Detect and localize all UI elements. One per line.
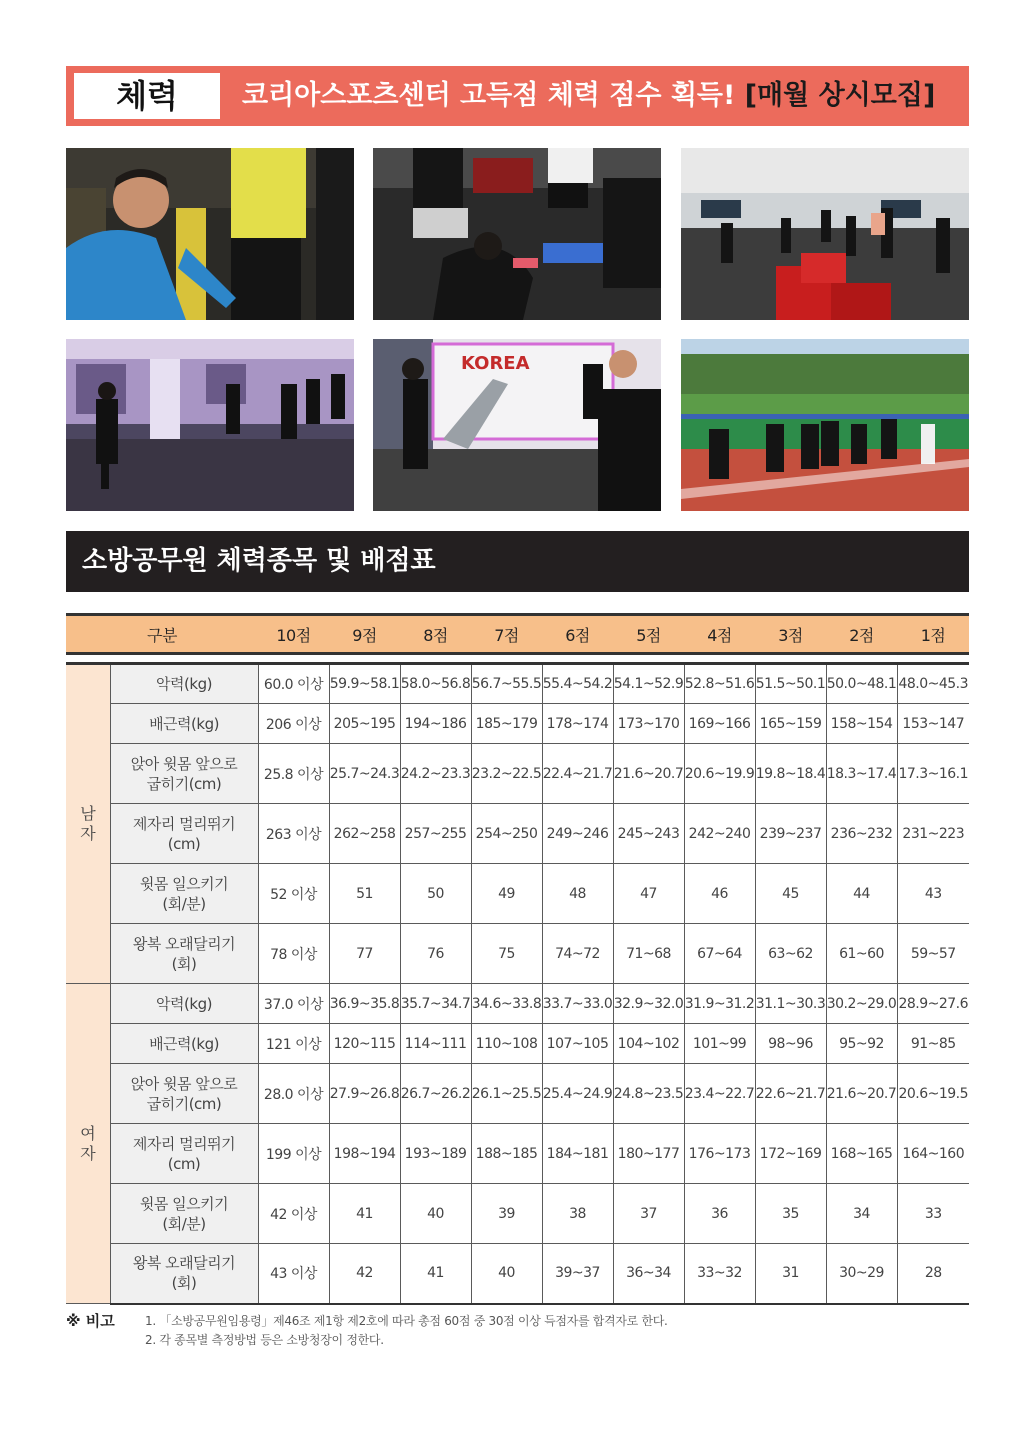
top-banner [66,66,969,126]
score-cell: 56.7~55.5 [471,664,542,704]
item-cell: 배근력(kg) [110,704,258,744]
score-cell: 178~174 [542,704,613,744]
score-cell: 168~165 [826,1124,897,1184]
header-cell: 3점 [755,615,826,654]
score-cell: 24.2~23.3 [400,744,471,804]
score-cell: 180~177 [613,1124,684,1184]
score-cell: 242~240 [684,804,755,864]
item-cell: 제자리 멀리뛰기 (cm) [110,1124,258,1184]
score-cell: 48 [542,864,613,924]
score-cell: 21.6~20.7 [613,744,684,804]
table-row [66,1064,969,1124]
korea-sign-text: KOREA [461,353,530,374]
score-cell: 34.6~33.8 [471,984,542,1024]
score-cell: 30~29 [826,1244,897,1304]
header-cell: 8점 [400,615,471,654]
table-row [66,1024,969,1064]
item-cell: 배근력(kg) [110,1024,258,1064]
score-cell: 59.9~58.1 [329,664,400,704]
header-cell: 5점 [613,615,684,654]
score-cell: 39~37 [542,1244,613,1304]
score-cell: 23.4~22.7 [684,1064,755,1124]
score-cell: 176~173 [684,1124,755,1184]
score-cell: 36~34 [613,1244,684,1304]
score-cell: 198~194 [329,1124,400,1184]
score-cell: 153~147 [897,704,969,744]
score-cell: 71~68 [613,924,684,984]
photo-gym-training-boxes [681,148,969,320]
photo-studio-running [66,339,354,511]
item-cell: 윗몸 일으키기 (회/분) [110,1184,258,1244]
score-cell: 194~186 [400,704,471,744]
score-cell: 31 [755,1244,826,1304]
score-cell: 239~237 [755,804,826,864]
score-cell: 37 [613,1184,684,1244]
item-cell: 악력(kg) [110,664,258,704]
score-cell: 39 [471,1184,542,1244]
score-cell: 40 [471,1244,542,1304]
score-cell: 165~159 [755,704,826,744]
score-cell: 24.8~23.5 [613,1064,684,1124]
score-cell: 25.7~24.3 [329,744,400,804]
header-cell: 7점 [471,615,542,654]
score-cell: 20.6~19.5 [897,1064,969,1124]
item-cell: 윗몸 일으키기 (회/분) [110,864,258,924]
score-cell: 25.8 이상 [258,744,329,804]
item-cell: 왕복 오래달리기 (회) [110,1244,258,1304]
table-row [66,664,969,704]
score-cell: 17.3~16.1 [897,744,969,804]
score-cell: 31.1~30.3 [755,984,826,1024]
score-cell: 32.9~32.0 [613,984,684,1024]
note-line: 2. 각 종목별 측정방법 등은 소방청장이 정한다. [145,1333,384,1347]
item-cell: 왕복 오래달리기 (회) [110,924,258,984]
gender-cell: 남 자 [66,664,110,984]
score-cell: 33 [897,1184,969,1244]
score-cell: 34 [826,1184,897,1244]
header-cell: 9점 [329,615,400,654]
score-cell: 188~185 [471,1124,542,1184]
item-cell: 악력(kg) [110,984,258,1024]
table-row [66,744,969,804]
score-cell: 31.9~31.2 [684,984,755,1024]
header-cell: 2점 [826,615,897,654]
score-cell: 249~246 [542,804,613,864]
table-row [66,984,969,1024]
score-cell: 254~250 [471,804,542,864]
score-cell: 20.6~19.9 [684,744,755,804]
score-cell: 18.3~17.4 [826,744,897,804]
item-cell: 앉아 윗몸 앞으로 굽히기(cm) [110,744,258,804]
score-cell: 42 이상 [258,1184,329,1244]
score-cell: 50.0~48.1 [826,664,897,704]
score-cell: 19.8~18.4 [755,744,826,804]
score-cell: 52.8~51.6 [684,664,755,704]
table-row [66,864,969,924]
banner-title-text: 코리아스포츠센터 고득점 체력 점수 획득! [242,80,736,111]
score-cell: 46 [684,864,755,924]
banner-tag: 체력 [74,73,220,119]
table-row [66,924,969,984]
score-cell: 54.1~52.9 [613,664,684,704]
item-cell: 앉아 윗몸 앞으로 굽히기(cm) [110,1064,258,1124]
score-cell: 77 [329,924,400,984]
table-row [66,1244,969,1304]
score-cell: 51 [329,864,400,924]
score-cell: 67~64 [684,924,755,984]
note-line: 1. 「소방공무원임용령」제46조 제1항 제2호에 따라 총점 60점 중 30점 이상 득점자를 합격자로 한다. [145,1314,668,1328]
photo-trainer-coaching [66,148,354,320]
score-cell: 95~92 [826,1024,897,1064]
score-cell: 33~32 [684,1244,755,1304]
score-cell: 91~85 [897,1024,969,1064]
score-cell: 59~57 [897,924,969,984]
score-cell: 41 [400,1244,471,1304]
score-cell: 231~223 [897,804,969,864]
score-cell: 28.9~27.6 [897,984,969,1024]
table-row [66,1184,969,1244]
score-cell: 43 이상 [258,1244,329,1304]
section-title: 소방공무원 체력종목 및 배점표 [82,546,436,576]
score-cell: 205~195 [329,704,400,744]
photo-stretching-gym [373,148,661,320]
score-cell: 121 이상 [258,1024,329,1064]
header-cell: 1점 [897,615,969,654]
score-cell: 262~258 [329,804,400,864]
table-header-row [66,615,969,654]
score-cell: 28.0 이상 [258,1064,329,1124]
score-cell: 169~166 [684,704,755,744]
banner-title [242,66,935,126]
score-cell: 52 이상 [258,864,329,924]
table-spacer [66,654,969,664]
header-cell: 구분 [66,615,258,654]
score-cell: 74~72 [542,924,613,984]
score-cell: 193~189 [400,1124,471,1184]
score-cell: 22.6~21.7 [755,1064,826,1124]
score-cell: 63~62 [755,924,826,984]
score-cell: 107~105 [542,1024,613,1064]
score-cell: 263 이상 [258,804,329,864]
score-cell: 184~181 [542,1124,613,1184]
score-cell: 36.9~35.8 [329,984,400,1024]
score-cell: 75 [471,924,542,984]
score-cell: 40 [400,1184,471,1244]
score-cell: 199 이상 [258,1124,329,1184]
score-cell: 47 [613,864,684,924]
score-cell: 104~102 [613,1024,684,1064]
score-cell: 120~115 [329,1024,400,1064]
score-cell: 25.4~24.9 [542,1064,613,1124]
score-cell: 35 [755,1184,826,1244]
table-row [66,704,969,744]
score-cell: 21.6~20.7 [826,1064,897,1124]
score-cell: 23.2~22.5 [471,744,542,804]
score-cell: 48.0~45.3 [897,664,969,704]
table-row [66,804,969,864]
gender-cell: 여 자 [66,984,110,1304]
score-cell: 36 [684,1184,755,1244]
score-cell: 98~96 [755,1024,826,1064]
score-cell: 76 [400,924,471,984]
score-cell: 58.0~56.8 [400,664,471,704]
score-cell: 41 [329,1184,400,1244]
score-cell: 51.5~50.1 [755,664,826,704]
score-cell: 164~160 [897,1124,969,1184]
score-table [66,613,969,1305]
header-cell: 4점 [684,615,755,654]
score-cell: 44 [826,864,897,924]
score-cell: 173~170 [613,704,684,744]
score-cell: 60.0 이상 [258,664,329,704]
photo-studio-stretching [373,339,661,511]
score-cell: 37.0 이상 [258,984,329,1024]
notes [145,1312,668,1350]
score-cell: 257~255 [400,804,471,864]
table-row [66,1124,969,1184]
score-cell: 26.7~26.2 [400,1064,471,1124]
score-cell: 158~154 [826,704,897,744]
score-cell: 42 [329,1244,400,1304]
score-cell: 172~169 [755,1124,826,1184]
score-cell: 45 [755,864,826,924]
score-cell: 38 [542,1184,613,1244]
score-cell: 22.4~21.7 [542,744,613,804]
banner-recruit-note: [매월 상시모집] [744,80,936,111]
score-cell: 43 [897,864,969,924]
score-cell: 110~108 [471,1024,542,1064]
score-cell: 78 이상 [258,924,329,984]
score-cell: 49 [471,864,542,924]
score-cell: 206 이상 [258,704,329,744]
score-cell: 33.7~33.0 [542,984,613,1024]
score-cell: 26.1~25.5 [471,1064,542,1124]
score-cell: 35.7~34.7 [400,984,471,1024]
section-header [66,531,969,592]
score-cell: 27.9~26.8 [329,1064,400,1124]
score-cell: 245~243 [613,804,684,864]
score-cell: 114~111 [400,1024,471,1064]
header-cell: 10점 [258,615,329,654]
header-cell: 6점 [542,615,613,654]
photo-track-running [681,339,969,511]
score-cell: 30.2~29.0 [826,984,897,1024]
notes-label: ※ 비고 [66,1312,115,1330]
item-cell: 제자리 멀리뛰기 (cm) [110,804,258,864]
score-cell: 50 [400,864,471,924]
score-cell: 28 [897,1244,969,1304]
score-cell: 236~232 [826,804,897,864]
score-cell: 55.4~54.2 [542,664,613,704]
score-cell: 185~179 [471,704,542,744]
score-cell: 61~60 [826,924,897,984]
score-cell: 101~99 [684,1024,755,1064]
